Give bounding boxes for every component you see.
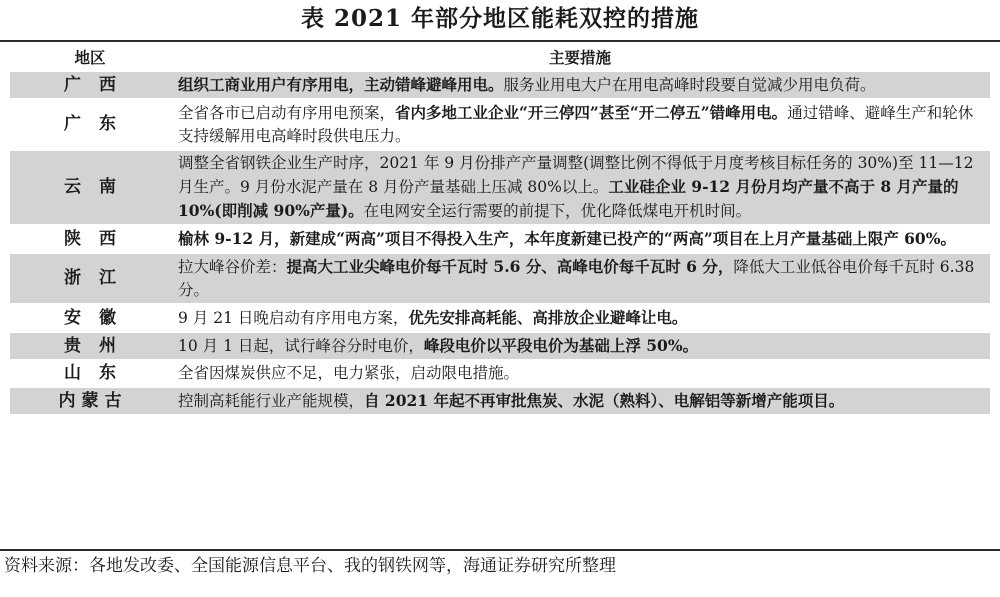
measure-text-emphasis: 优先安排高耗能、高排放企业避峰让电。 bbox=[408, 308, 688, 327]
source-note: 资料来源：各地发改委、全国能源信息平台、我的钢铁网等，海通证券研究所整理 bbox=[4, 556, 616, 576]
table-row bbox=[10, 99, 990, 150]
measure-text: 控制高耗能行业产能规模， bbox=[178, 392, 365, 410]
measure-cell bbox=[170, 304, 990, 332]
measure-text-emphasis: 提高大工业尖峰电价每千瓦时 5.6 分、高峰电价每千瓦时 6 分， bbox=[286, 257, 734, 276]
measure-text: 10 月 1 日起，试行峰谷分时电价， bbox=[178, 337, 424, 355]
table-row bbox=[10, 225, 990, 253]
header-measures: 主要措施 bbox=[548, 47, 611, 67]
measure-text-emphasis: 组织工商业用户有序用电，主动错峰避峰用电。 bbox=[178, 75, 504, 94]
top-rule bbox=[0, 40, 1000, 42]
measure-text: 拉大峰谷价差： bbox=[178, 258, 287, 276]
table-body bbox=[10, 71, 990, 414]
table-row bbox=[10, 360, 990, 387]
measure-text: 全省因煤炭供应不足，电力紧张，启动限电措施。 bbox=[178, 364, 520, 382]
measure-text-emphasis: 峰段电价以平段电价为基础上浮 50%。 bbox=[423, 336, 699, 355]
measure-text: 降低大工业低谷电价每千瓦时 6.38 分。 bbox=[178, 258, 975, 299]
measure-cell bbox=[170, 387, 990, 414]
measure-text: 服务业用电大户在用电高峰时段要自觉减少用电负荷。 bbox=[503, 76, 876, 94]
region-cell: 内蒙古 bbox=[10, 387, 170, 414]
measure-cell bbox=[170, 332, 990, 360]
table-row bbox=[10, 387, 990, 414]
table-title: 表 2021 年部分地区能耗双控的措施 bbox=[300, 5, 700, 32]
region-cell: 浙 江 bbox=[10, 253, 170, 304]
measure-cell bbox=[170, 71, 990, 99]
measures-table bbox=[10, 44, 990, 414]
measure-text-emphasis: 榆林 9-12 月，新建成“两高”项目不得投入生产，本年度新建已投产的“两高”项目在上月产量基础上限产 60%。 bbox=[178, 229, 956, 248]
measure-cell bbox=[170, 150, 990, 225]
measure-text: 调整全省钢铁企业生产时序，2021 年 9 月份排产产量调整(调整比例不得低于月度考核目标任务的 30%)至 11—12 月生产。9 月份水泥产量在 8 月份产量基础上压减 80%以上。 bbox=[178, 154, 974, 196]
measure-cell bbox=[170, 225, 990, 253]
header-region: 地区 bbox=[74, 47, 106, 67]
measure-text: 通过错峰、避峰生产和轮休支持缓解用电高峰时段供电压力。 bbox=[178, 104, 974, 145]
table-row bbox=[10, 253, 990, 304]
measure-text: 全省各市已启动有序用电预案， bbox=[178, 104, 396, 122]
bottom-rule bbox=[0, 549, 1000, 551]
measure-text-emphasis: 工业硅企业 9-12 月份月均产量不高于 8 月产量的 10%(即削减 90%产量)。 bbox=[178, 177, 959, 220]
table-row bbox=[10, 304, 990, 332]
measure-text: 9 月 21 日晚启动有序用电方案， bbox=[178, 309, 409, 327]
region-cell: 广 西 bbox=[10, 71, 170, 99]
region-cell: 陕 西 bbox=[10, 225, 170, 253]
region-cell: 山 东 bbox=[10, 360, 170, 387]
region-cell: 安 徽 bbox=[10, 304, 170, 332]
table-row bbox=[10, 71, 990, 99]
region-cell: 贵 州 bbox=[10, 332, 170, 360]
table-header-row bbox=[10, 44, 990, 71]
table-row bbox=[10, 150, 990, 225]
region-cell: 云 南 bbox=[10, 150, 170, 225]
measure-text-emphasis: 省内多地工业企业“开三停四”甚至“开二停五”错峰用电。 bbox=[395, 103, 788, 122]
region-cell: 广 东 bbox=[10, 99, 170, 150]
table-row bbox=[10, 332, 990, 360]
measure-text-emphasis: 自 2021 年起不再审批焦炭、水泥（熟料）、电解铝等新增产能项目。 bbox=[364, 391, 845, 410]
measure-cell bbox=[170, 99, 990, 150]
measure-cell bbox=[170, 253, 990, 304]
measure-cell bbox=[170, 360, 990, 387]
measure-text: 在电网安全运行需要的前提下，优化降低煤电开机时间。 bbox=[363, 202, 752, 220]
